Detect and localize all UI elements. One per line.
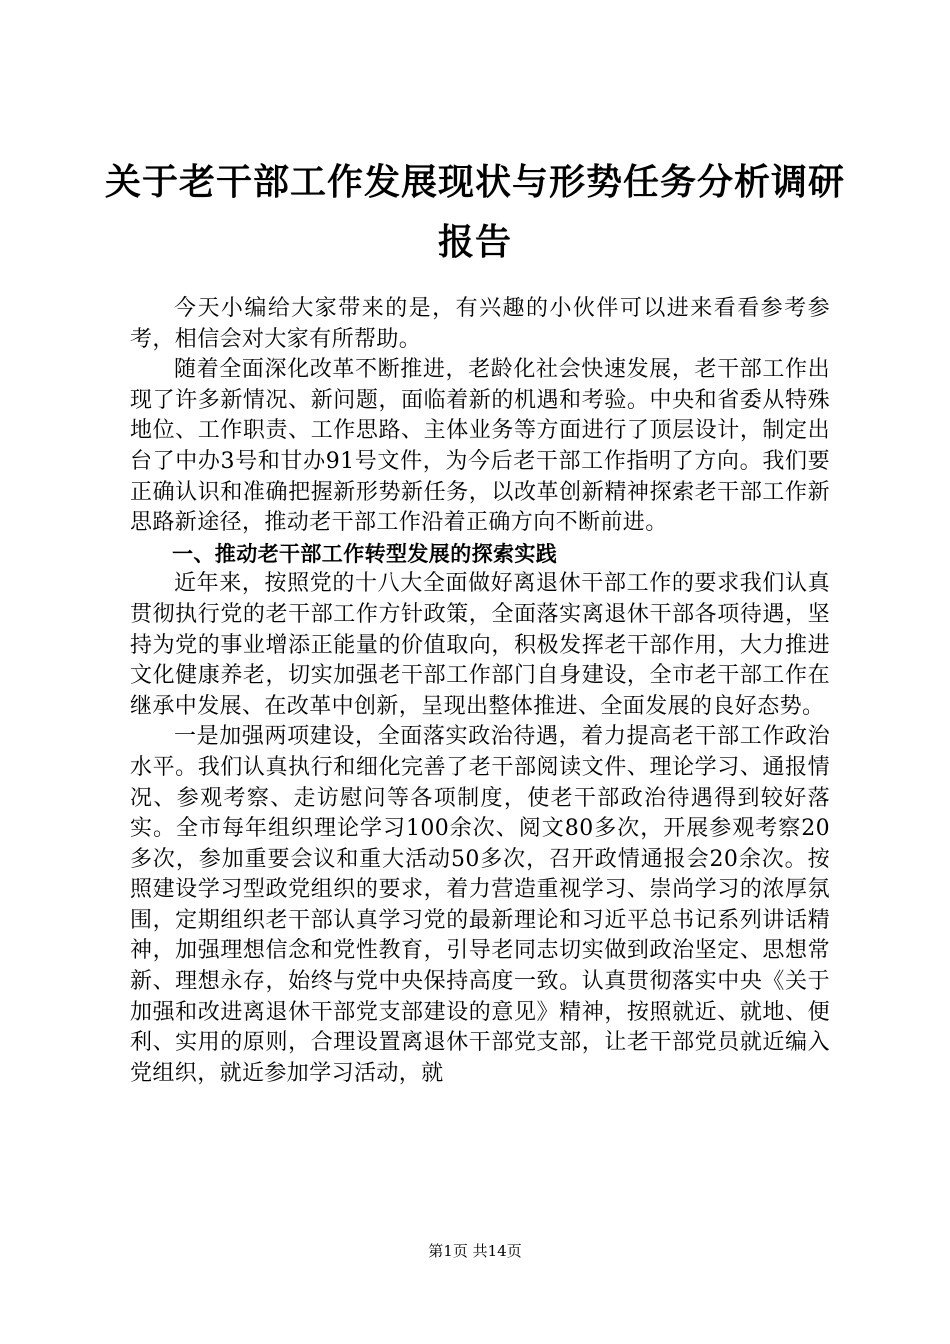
document-title-line-1: 关于老干部工作发展现状与形势任务分析调研: [104, 162, 845, 203]
section-heading: 一、推动老干部工作转型发展的探索实践: [172, 541, 558, 566]
document-body: [130, 294, 830, 1089]
background-paragraph: 随着全面深化改革不断推进，老龄化社会快速发展，老干部工作出现了许多新情况、新问题，面临着新的机遇和考验。中央和省委从特殊地位、工作职责、工作思路、主体业务等方面进行了顶层设计，制定出台了中办3号和甘办91号文件，为今后老干部工作指明了方向。我们要正确认识和准确把握新形势新任务，以改革创新精神探索老干部工作新思路新途径，推动老干部工作沿着正确方向不断前进。: [130, 357, 830, 536]
page-footer: 第1页 共14页: [428, 1242, 522, 1260]
document-title-line-2: 报告: [437, 222, 512, 263]
intro-paragraph: 今天小编给大家带来的是，有兴趣的小伙伴可以进来看看参考参考，相信会对大家有所帮助。: [130, 296, 830, 352]
section-paragraph: 近年来，按照党的十八大全面做好离退休干部工作的要求我们认真贯彻执行党的老干部工作方针政策，全面落实离退休干部各项待遇，坚持为党的事业增添正能量的价值取向，积极发挥老干部作用，大力推进文化健康养老，切实加强老干部工作部门自身建设，全市老干部工作在继承中发展、在改革中创新，呈现出整体推进、全面发展的良好态势。: [130, 571, 830, 719]
section-paragraph: 一是加强两项建设，全面落实政治待遇，着力提高老干部工作政治水平。我们认真执行和细化完善了老干部阅读文件、理论学习、通报情况、参观考察、走访慰问等各项制度，使老干部政治待遇得到较好落实。全市每年组织理论学习100余次、阅文80多次，开展参观考察20多次，参加重要会议和重大活动50多次，召开政情通报会20余次。按照建设学习型政党组织的要求，着力营造重视学习、崇尚学习的浓厚氛围，定期组织老干部认真学习党的最新理论和习近平总书记系列讲话精神，加强理想信念和党性教育，引导老同志切实做到政治坚定、思想常新、理想永存，始终与党中央保持高度一致。认真贯彻落实中央《关于加强和改进离退休干部党支部建设的意见》精神，按照就近、就地、便利、实用的原则，合理设置离退休干部党支部，让老干部党员就近编入党组织，就近参加学习活动，就: [130, 724, 830, 1086]
